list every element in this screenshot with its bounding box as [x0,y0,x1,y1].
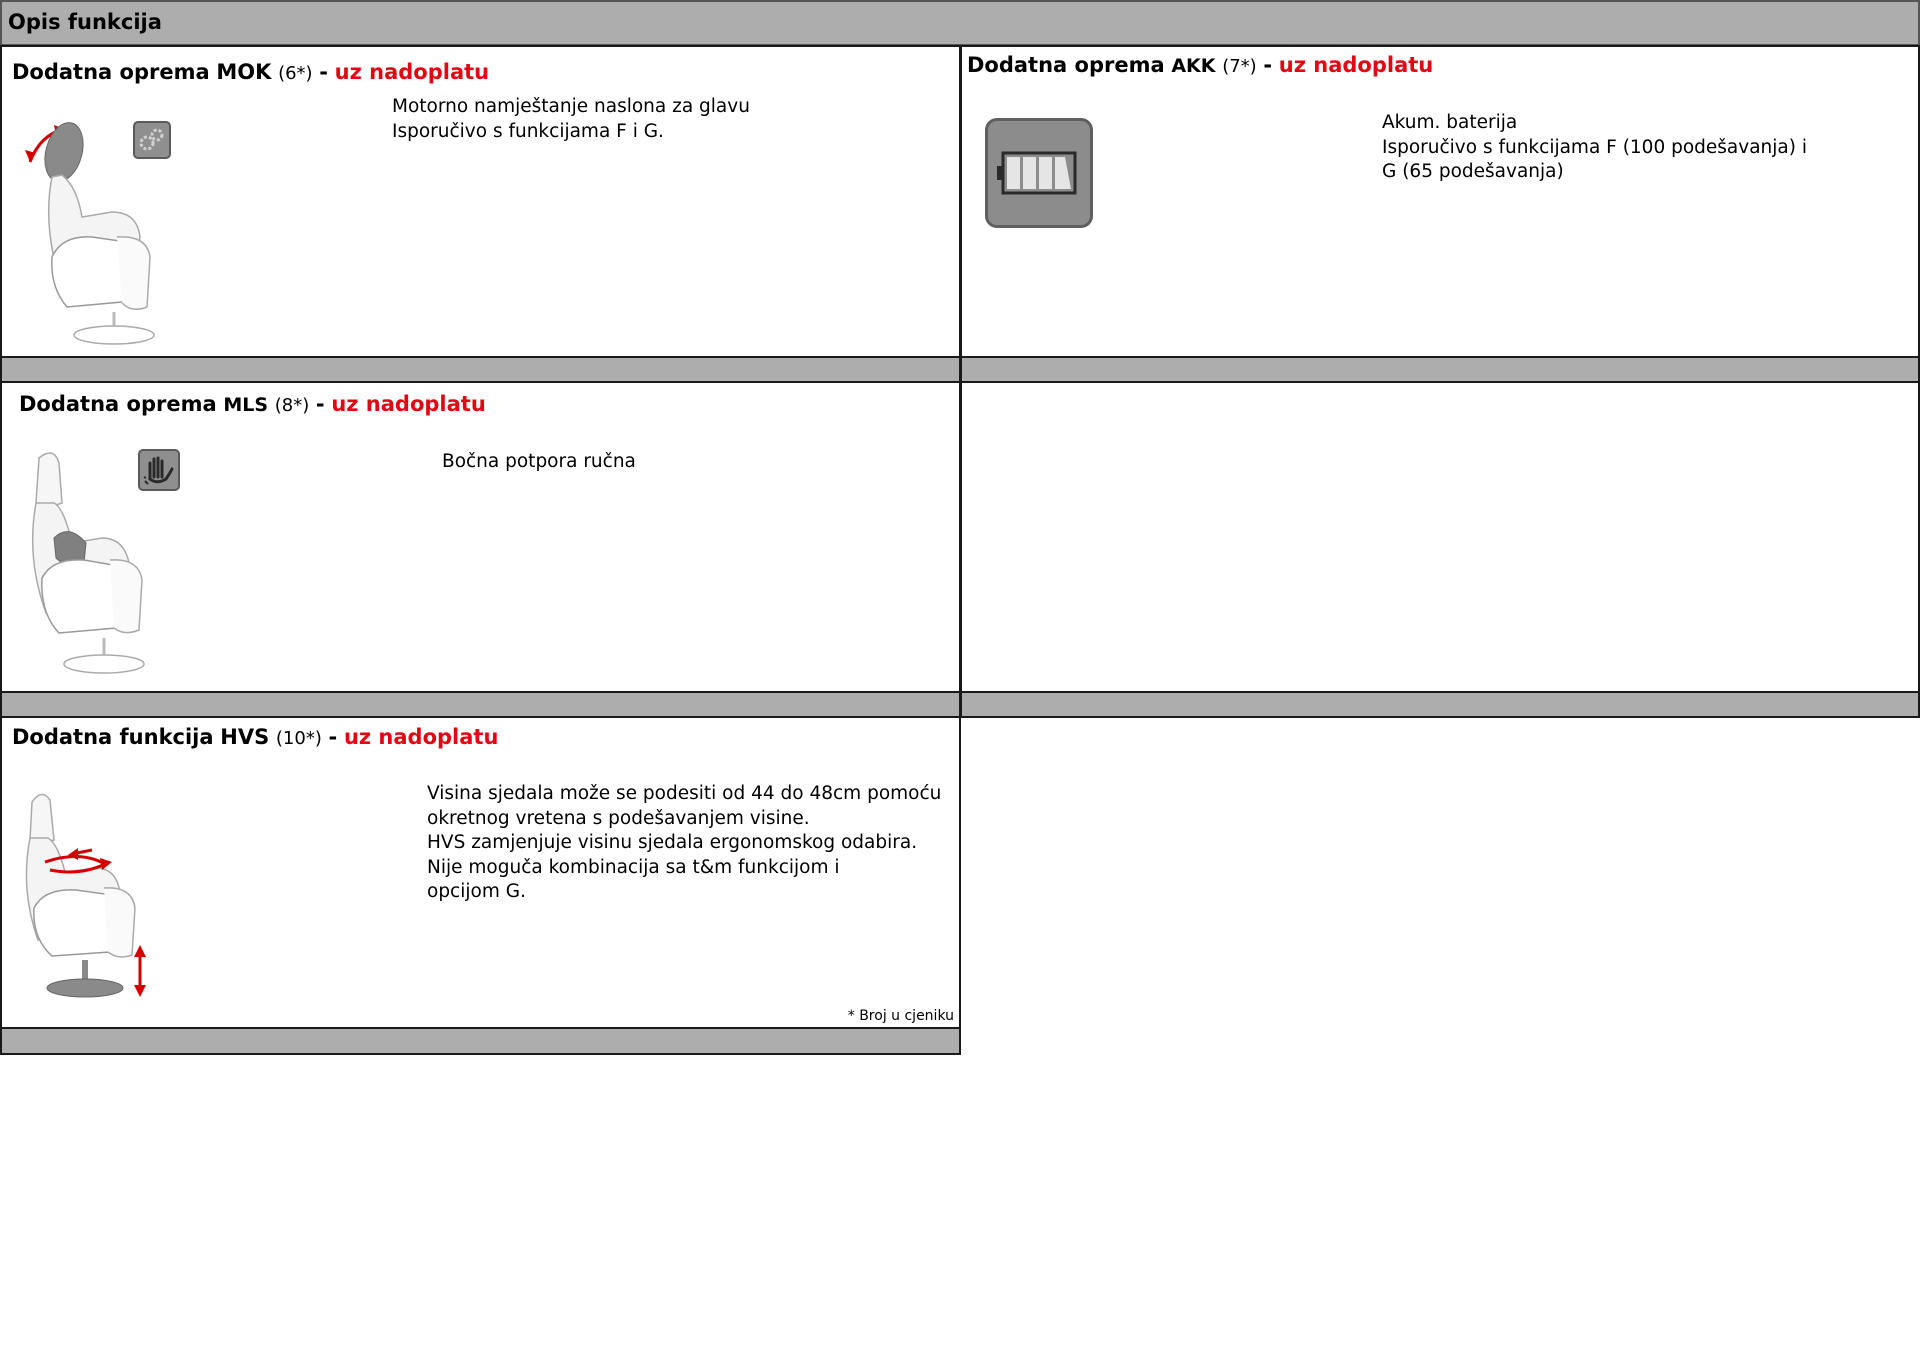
mok-description: Motorno namještanje naslona za glavu Isporučivo s funkcijama F i G. [392,96,750,142]
hand-icon [138,449,180,491]
separator-band [0,691,961,718]
battery-icon [985,118,1093,228]
mls-description: Bočna potpora ručna [442,451,636,472]
separator-band [960,691,1920,718]
mls-surcharge: uz nadoplatu [331,392,486,416]
akk-description: Akum. baterija Isporučivo s funkcijama F (100 podešavanja) i G (65 podešavanja) [1382,112,1807,182]
separator-band [0,356,961,383]
akk-title: Dodatna oprema AKK (7*) - uz nadoplatu [967,53,1434,77]
page-header [0,0,1920,46]
cell-hvs [0,716,961,1029]
akk-surcharge: uz nadoplatu [1278,53,1434,77]
page-title: Opis funkcija [8,10,162,34]
mok-surcharge: uz nadoplatu [334,60,490,84]
hvs-description: Visina sjedala može se podesiti od 44 do 48cm pomoću okretnog vretena s podešavanjem visine. HVS zamjenjuje visinu sjedala ergonomskog odabira. Nije moguča kombinacija sa t&m funkcijom i opcijom G. [427,783,942,902]
cell-mok [0,45,961,358]
hvs-title: Dodatna funkcija HVS (10*) - uz nadoplatu [12,725,499,749]
separator-band [0,1027,961,1055]
mls-title: Dodatna oprema MLS (8*) - uz nadoplatu [19,392,486,416]
chair-height-swivel-illustration [20,780,170,1020]
empty-cell [960,381,1920,693]
hvs-surcharge: uz nadoplatu [343,725,499,749]
mok-title: Dodatna oprema MOK (6*) - uz nadoplatu [12,60,490,84]
gears-icon [133,121,171,159]
separator-band [960,356,1920,383]
footnote: * Broj u cjeniku [847,1008,954,1024]
cell-akk [960,45,1920,358]
cell-mls [0,381,961,693]
